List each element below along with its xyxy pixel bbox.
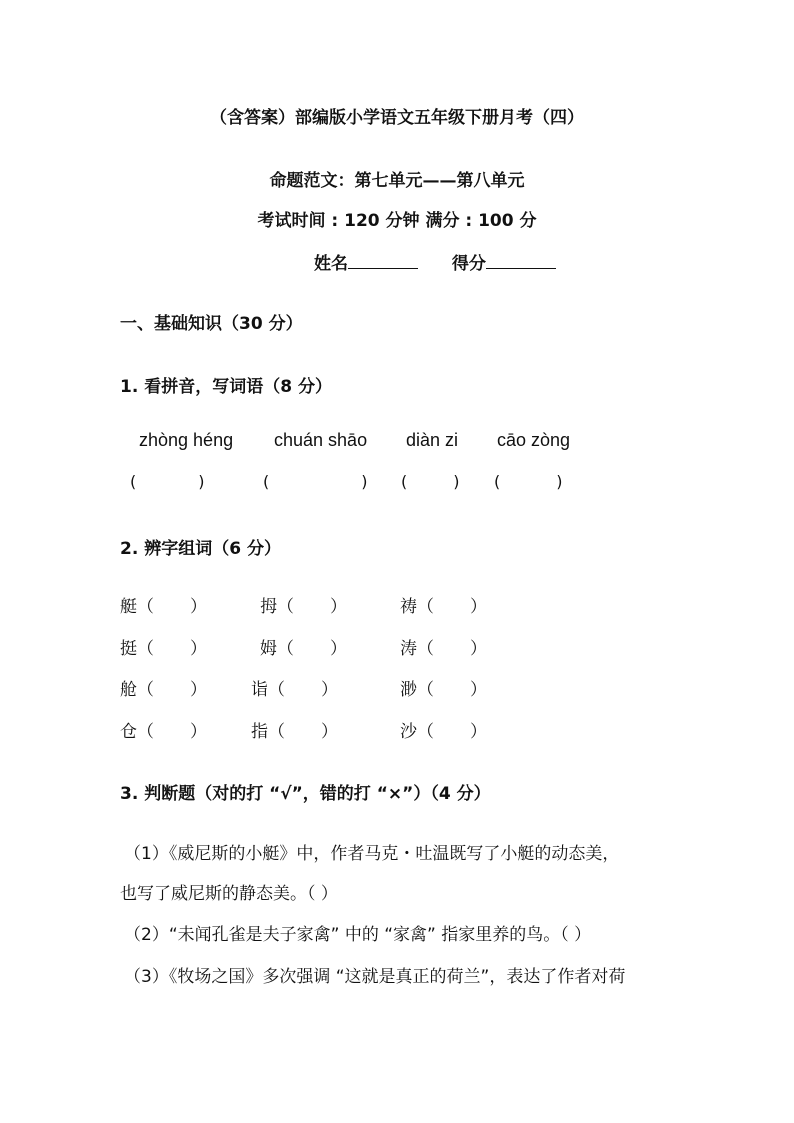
name-blank[interactable] bbox=[348, 252, 418, 269]
char-cell[interactable]: 指（ ） bbox=[251, 722, 338, 742]
pinyin-1: zhòng héng bbox=[139, 430, 234, 450]
char-cell[interactable]: 艇（ ） bbox=[120, 597, 207, 617]
char-cell[interactable]: 涛（ ） bbox=[400, 639, 487, 659]
char-cell[interactable]: 渺（ ） bbox=[400, 680, 487, 700]
char-cell[interactable]: 沙（ ） bbox=[400, 722, 487, 742]
answer-bracket-4[interactable]: ( ) bbox=[494, 472, 563, 491]
pinyin-2: chuán shāo bbox=[274, 430, 368, 450]
char-cell[interactable]: 舱（ ） bbox=[120, 680, 207, 700]
char-cell[interactable]: 挺（ ） bbox=[120, 639, 207, 659]
answer-bracket-3[interactable]: ( ) bbox=[401, 472, 460, 491]
section-1-heading: 一、基础知识（30 分） bbox=[120, 314, 303, 334]
score-label: 得分 bbox=[451, 254, 486, 274]
char-cell[interactable]: 拇（ ） bbox=[260, 597, 347, 617]
answer-bracket-2[interactable]: ( ) bbox=[263, 472, 368, 491]
pinyin-3: diàn zi bbox=[406, 430, 459, 450]
question-2-heading: 2. 辨字组词（6 分） bbox=[120, 539, 281, 559]
name-score-line bbox=[314, 249, 556, 274]
question-3-heading: 3. 判断题（对的打 “√”，错的打 “×”）（4 分） bbox=[120, 784, 491, 804]
char-cell[interactable]: 祷（ ） bbox=[400, 597, 487, 617]
score-blank[interactable] bbox=[486, 252, 556, 269]
exam-info: 考试时间 : 120 分钟 满分 : 100 分 bbox=[257, 211, 537, 231]
judgment-item-3: （3）《牧场之国》多次强调 “这就是真正的荷兰”，表达了作者对荷 bbox=[124, 967, 626, 987]
pinyin-4: cāo zòng bbox=[497, 430, 571, 450]
judgment-item-1-cont[interactable]: 也写了威尼斯的静态美。（ ） bbox=[120, 884, 338, 904]
char-cell[interactable]: 仓（ ） bbox=[120, 722, 207, 742]
judgment-item-2[interactable]: （2）“未闻孔雀是夫子家禽” 中的 “家禽” 指家里养的鸟。（ ） bbox=[124, 925, 592, 945]
name-label: 姓名 bbox=[314, 254, 348, 274]
exam-scope: 命题范文：第七单元——第八单元 bbox=[269, 171, 525, 191]
char-cell[interactable]: 姆（ ） bbox=[260, 639, 347, 659]
question-1-heading: 1. 看拼音，写词语（8 分） bbox=[120, 377, 332, 397]
char-cell[interactable]: 诣（ ） bbox=[251, 680, 338, 700]
answer-bracket-1[interactable]: ( ) bbox=[130, 472, 205, 491]
judgment-item-1: （1）《威尼斯的小艇》中，作者马克・吐温既写了小艇的动态美， bbox=[124, 844, 620, 864]
document-title: （含答案）部编版小学语文五年级下册月考（四） bbox=[210, 108, 584, 128]
